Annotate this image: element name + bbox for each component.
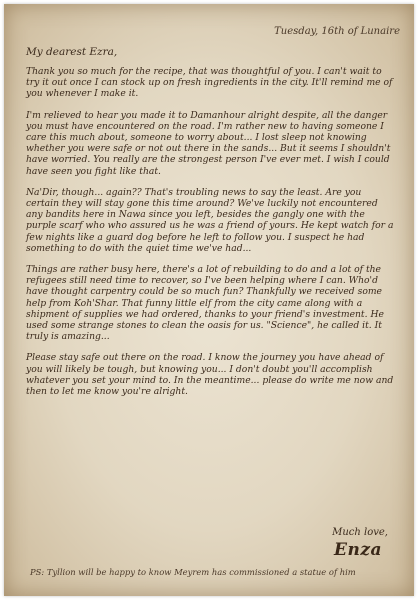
paragraph: Thank you so much for the recipe, that was thoughtful of you. I can't wait to try it out once I can stock up on fresh ingredients in the city. It'll remind me of you whenever I make it.: [26, 66, 393, 100]
closing: Much love,: [332, 527, 388, 538]
letter-paper: [4, 4, 414, 596]
letter-body: [26, 66, 394, 407]
letter-date: Tuesday, 16th of Lunaire: [274, 26, 400, 37]
paragraph: Things are rather busy here, there's a lot of rebuilding to do and a lot of the refugees still need time to recover, so I've been helping where I can. Who'd have thought carpentry could be so much fun? Thankfully we received some help from Koh'Shar. That funny little elf from the city came along with a shipment of supplies we had ordered, thanks to your friend's investment. He used some strange stones to clean the oasis for us. "Science", he called it. It truly is amazing...: [26, 264, 384, 343]
paragraph: I'm relieved to hear you made it to Damanhour alright despite, all the danger you must have encountered on the road. I'm rather new to having someone I care this much about, someone to worry about... I lost sleep not knowing whether you were safe or not out there in the sands... But it seems I shouldn't have worried. You really are the strongest person I've ever met. I wish I could have seen you fight like that.: [26, 109, 391, 177]
salutation: My dearest Ezra,: [26, 46, 118, 58]
postscript: PS: Tyllion will be happy to know Meyrem has commissioned a statue of him: [30, 567, 356, 577]
signature: Enza: [334, 540, 382, 560]
paragraph: Na'Dir, though... again?? That's troubling news to say the least. Are you certain they will stay gone this time around? We've luckily not encountered any bandits here in Nawa since you left, besides the gangly one with the purple scarf who who assured us he was a friend of yours. He kept watch for a few nights like a guard dog before he left to follow you. I suspect he had something to do with the quiet time we've had...: [26, 186, 394, 254]
paragraph: Please stay safe out there on the road. I know the journey you have ahead of you will likely be tough, but knowing you... I don't doubt you'll accomplish whatever you set your mind to. In the meantime... please do write me now and then to let me know you're alright.: [26, 352, 394, 398]
